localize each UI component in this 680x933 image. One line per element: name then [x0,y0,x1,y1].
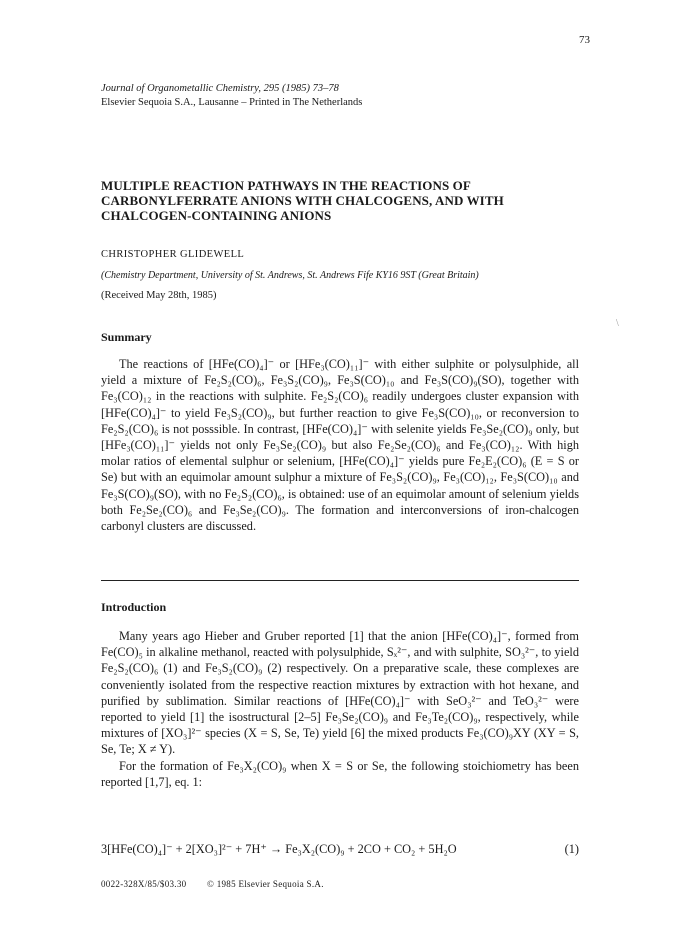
author-name: CHRISTOPHER GLIDEWELL [101,249,245,260]
equation-text: 3[HFe(CO)₄]⁻ + 2[XO₃]²⁻ + 7H⁺ → Fe₃X₂(CO)₉ + 2CO + CO₂ + 5H₂O [101,842,457,856]
author-affiliation: (Chemistry Department, University of St. Andrews, St. Andrews Fife KY16 9ST (Great Britain) [101,270,479,281]
section-divider [101,580,579,581]
journal-publisher: Elsevier Sequoia S.A., Lausanne – Printed in The Netherlands [101,97,363,108]
intro-paragraph-2: For the formation of Fe₃X₂(CO)₉ when X = S or Se, the following stoichiometry has been reported [1,7], eq. 1: [101,758,579,789]
intro-paragraph-1: Many years ago Hieber and Gruber reported [1] that the anion [HFe(CO)₄]⁻, formed from Fe(CO)₅ in alkaline methanol, reacted with polysulphide, Sₓ²⁻, and with sulphite, SO₃²⁻, to yield Fe₂S₂(CO)₆ (1) and Fe₃S₂(CO)₉ (2) respectively. On a preparative scale, these complexes are conveniently isolated from the respective reaction mixtures by extraction with hot hexane, and purified by sublimation. Similar reactions of [HFe(CO)₄]⁻ with SeO₃²⁻ and TeO₃²⁻ were reported to yield [1] the isostructural [2–5] Fe₃Se₂(CO)₉ and Fe₃Te₂(CO)₉, respectively, while mixtures of [XO₃]²⁻ species (X = S, Se, Te) yield [6] the mixed products Fe₃(CO)₉XY (XY = S, Se, Te; X ≠ Y). [101,629,579,757]
equation-number: (1) [564,842,579,856]
page-footer [101,879,342,889]
introduction-section [101,628,579,790]
copyright-notice: © 1985 Elsevier Sequoia S.A. [207,879,324,889]
summary-text: The reactions of [HFe(CO)₄]⁻ or [HFe₃(CO)₁₁]⁻ with either sulphite or polysulphide, all yield a mixture of Fe₂S₂(CO)₆, Fe₃S₂(CO)₉, Fe₃S(CO)₁₀ and Fe₃S(CO)₉(SO), together with Fe₃(CO)₁₂ in the reactions with sulphite. Fe₂S₂(CO)₆ readily undergoes cluster expansion with [HFe(CO)₄]⁻ to yield Fe₃S₂(CO)₉, but further reaction to give Fe₃S(CO)₁₀, or reconversion to Fe₂S₂(CO)₆ is not posssible. In contrast, [HFe(CO)₄]⁻ with selenite yields Fe₃Se₂(CO)₉ only, but [HFe₃(CO)₁₁]⁻ yields not only Fe₃Se₂(CO)₉ but also Fe₂Se₂(CO)₆ and Fe₃(CO)₁₂. With high molar ratios of elemental sulphur or selenium, [HFe(CO)₄]⁻ yields pure Fe₂E₂(CO)₆ (E = S or Se) but with an equimolar amount sulphur a mixture of Fe₃S₂(CO)₉, Fe₃(CO)₁₂, Fe₃S(CO)₁₀ and Fe₃S(CO)₉(SO), with no Fe₂S₂(CO)₆, is obtained: use of an equimolar amount of selenium yields both Fe₂Se₂(CO)₆ and Fe₃Se₂(CO)₉. The formation and interconversions of iron-chalcogen carbonyl clusters are discussed. [101,357,579,534]
introduction-heading: Introduction [101,600,167,614]
article-code: 0022-328X/85/$03.30 [101,879,187,889]
equation-1 [101,842,579,857]
article-title: MULTIPLE REACTION PATHWAYS IN THE REACTIONS OF CARBONYLFERRATE ANIONS WITH CHALCOGENS, AND WITH CHALCOGEN-CONTAINING ANIONS [101,178,504,223]
journal-citation: Journal of Organometallic Chemistry, 295 (1985) 73–78 [101,83,339,94]
page-number: 73 [579,34,590,46]
received-date: (Received May 28th, 1985) [101,290,217,301]
margin-mark: \ [616,318,619,329]
journal-header [101,82,362,110]
summary-section [101,356,579,534]
summary-heading: Summary [101,330,152,344]
